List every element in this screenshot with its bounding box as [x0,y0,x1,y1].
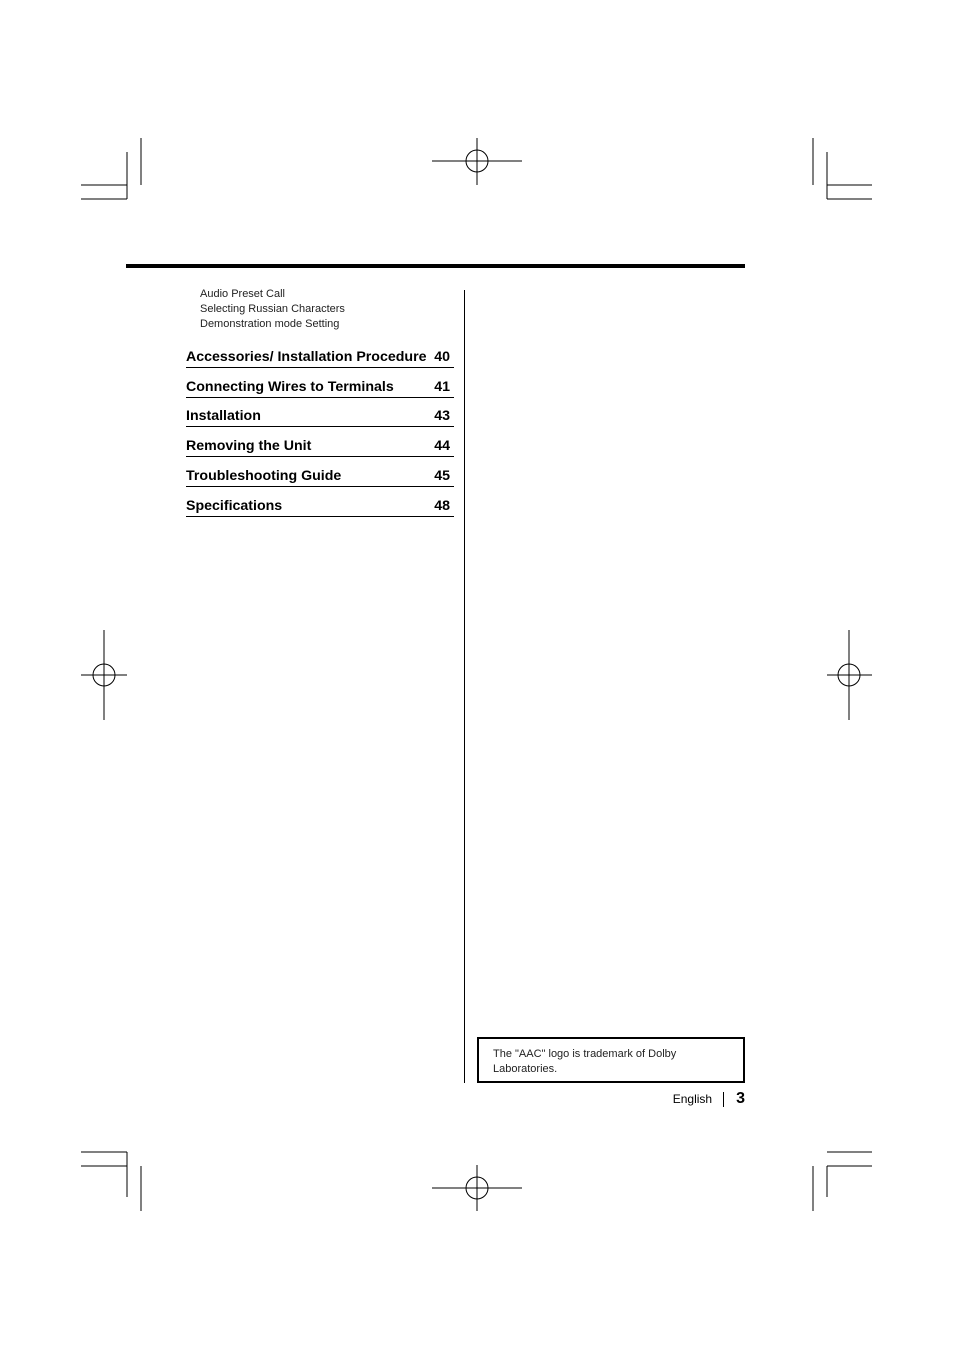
toc-entry-title: Troubleshooting Guide [186,467,342,484]
toc-entry-title: Removing the Unit [186,438,312,455]
toc-entry-title: Installation [186,408,261,425]
toc-entry-page: 43 [434,408,450,425]
toc-entry-page: 41 [434,378,450,395]
trademark-note-text: The "AAC" logo is trademark of Dolby Laboratories. [493,1048,677,1075]
toc-entry-specifications[interactable] [186,487,454,517]
toc-sub-item: Audio Preset Call [200,288,285,300]
toc-entry-page: 45 [434,467,450,484]
footer-separator [723,1092,724,1107]
header-rule [126,264,745,268]
page-footer [673,1089,745,1109]
toc-entry-page: 44 [434,438,450,455]
trademark-note-box [477,1037,745,1083]
toc-entry-title: Specifications [186,497,283,514]
toc-entry-title: Connecting Wires to Terminals [186,378,394,395]
toc-entry-page: 40 [434,348,450,365]
toc-sub-item: Selecting Russian Characters [200,303,345,315]
footer-page-number: 3 [736,1090,745,1107]
footer-language: English [672,1092,713,1106]
toc-entry-removing-unit[interactable] [186,427,454,457]
toc-sub-items [200,287,345,332]
toc-entry-title: Accessories/ Installation Procedure [186,348,427,365]
toc-entry-page: 48 [434,497,450,514]
toc-entry-installation[interactable] [186,398,454,428]
table-of-contents [186,338,454,517]
column-divider [464,290,465,1083]
toc-entry-connecting-wires[interactable] [186,368,454,398]
toc-sub-item: Demonstration mode Setting [200,318,340,330]
toc-entry-accessories[interactable] [186,338,454,368]
toc-entry-troubleshooting[interactable] [186,457,454,487]
